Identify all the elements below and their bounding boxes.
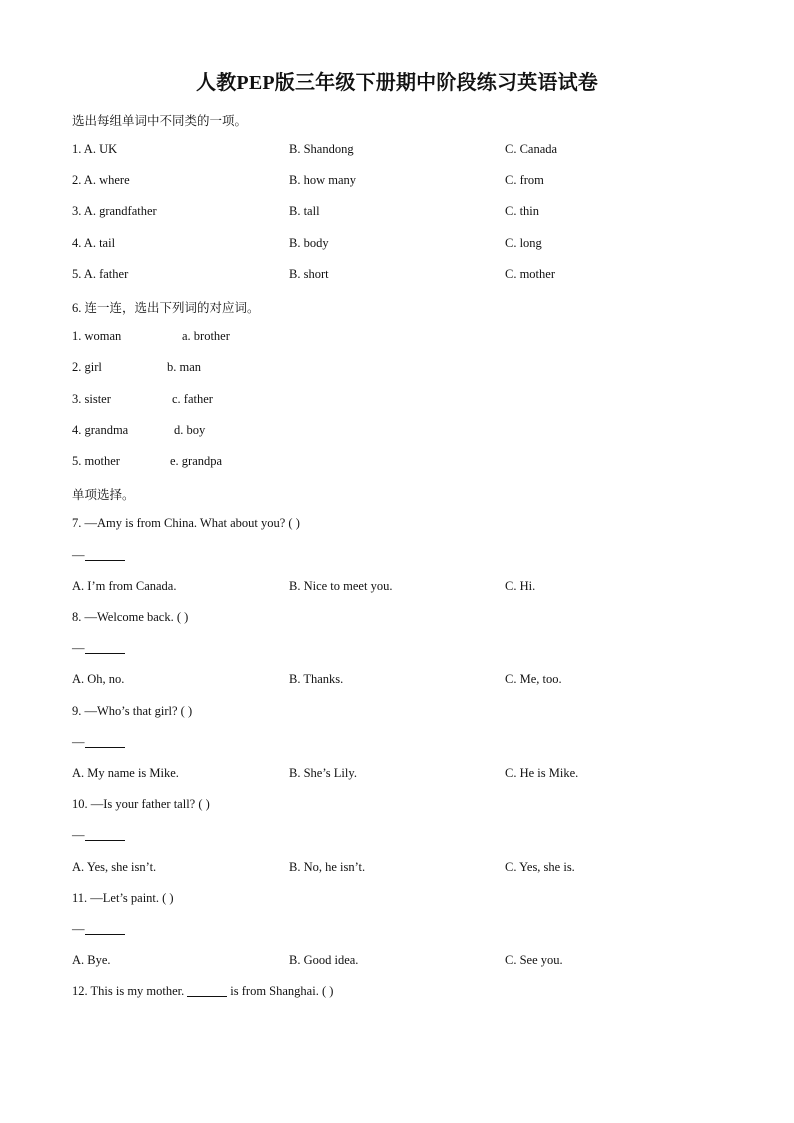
option-c: C. mother: [505, 267, 555, 281]
match-left-1: 1. woman: [72, 329, 122, 343]
answer-blank: [85, 548, 125, 561]
fill-blank: [187, 984, 227, 997]
match-right-d: d. boy: [174, 423, 206, 437]
option-c: C. long: [505, 236, 542, 250]
option-a: 5. A. father: [72, 267, 129, 281]
option-c: C. from: [505, 173, 544, 187]
option-b: B. Shandong: [289, 142, 354, 156]
answer-line-7: [72, 548, 125, 563]
option-c: C. Canada: [505, 142, 558, 156]
question-12-after: is from Shanghai. ( ): [230, 984, 334, 998]
question-7: 7. —Amy is from China. What about you? ( ): [72, 516, 300, 530]
match-right-c: c. father: [172, 392, 213, 406]
question-9: 9. —Who’s that girl? ( ): [72, 704, 193, 718]
option-c: C. He is Mike.: [505, 766, 579, 780]
answer-dash: —: [72, 641, 85, 655]
option-a: A. Bye.: [72, 953, 111, 967]
option-b: B. how many: [289, 173, 357, 187]
match-left-4: 4. grandma: [72, 423, 129, 437]
option-b: B. short: [289, 267, 329, 281]
answer-blank: [85, 735, 125, 748]
option-a: A. Oh, no.: [72, 672, 125, 686]
option-a: A. My name is Mike.: [72, 766, 179, 780]
option-b: B. No, he isn’t.: [289, 860, 366, 874]
answer-line-11: [72, 922, 125, 937]
match-left-5: 5. mother: [72, 454, 120, 468]
match-right-e: e. grandpa: [170, 454, 223, 468]
page-title: 人教PEP版三年级下册期中阶段练习英语试卷: [196, 72, 598, 94]
option-b: B. tall: [289, 204, 320, 218]
option-a: 4. A. tail: [72, 236, 116, 250]
option-a: 2. A. where: [72, 173, 130, 187]
match-left-2: 2. girl: [72, 360, 102, 374]
option-c: C. See you.: [505, 953, 563, 967]
answer-blank: [85, 828, 125, 841]
option-b: B. She’s Lily.: [289, 766, 357, 780]
answer-blank: [85, 922, 125, 935]
option-a: 3. A. grandfather: [72, 204, 157, 218]
section1-instruction: 选出每组单词中不同类的一项。: [72, 114, 248, 128]
option-a: A. I’m from Canada.: [72, 579, 177, 593]
answer-dash: —: [72, 548, 85, 562]
section3-instruction: 单项选择。: [72, 488, 135, 502]
answer-line-10: [72, 828, 125, 843]
answer-dash: —: [72, 828, 85, 842]
answer-line-8: [72, 641, 125, 656]
answer-blank: [85, 641, 125, 654]
section2-instruction: 6. 连一连，选出下列词的对应词。: [72, 301, 260, 315]
answer-dash: —: [72, 735, 85, 749]
option-a: 1. A. UK: [72, 142, 118, 156]
question-12-before: 12. This is my mother.: [72, 984, 185, 998]
option-c: C. Hi.: [505, 579, 536, 593]
option-c: C. thin: [505, 204, 540, 218]
match-right-a: a. brother: [182, 329, 230, 343]
question-12: [72, 984, 333, 999]
question-10: 10. —Is your father tall? ( ): [72, 797, 210, 811]
question-8: 8. —Welcome back. ( ): [72, 610, 189, 624]
option-c: C. Me, too.: [505, 672, 562, 686]
answer-line-9: [72, 735, 125, 750]
option-b: B. Thanks.: [289, 672, 344, 686]
option-b: B. Nice to meet you.: [289, 579, 393, 593]
question-11: 11. —Let’s paint. ( ): [72, 891, 174, 905]
option-c: C. Yes, she is.: [505, 860, 575, 874]
answer-dash: —: [72, 922, 85, 936]
match-right-b: b. man: [167, 360, 202, 374]
option-b: B. Good idea.: [289, 953, 359, 967]
match-left-3: 3. sister: [72, 392, 111, 406]
option-b: B. body: [289, 236, 329, 250]
option-a: A. Yes, she isn’t.: [72, 860, 157, 874]
